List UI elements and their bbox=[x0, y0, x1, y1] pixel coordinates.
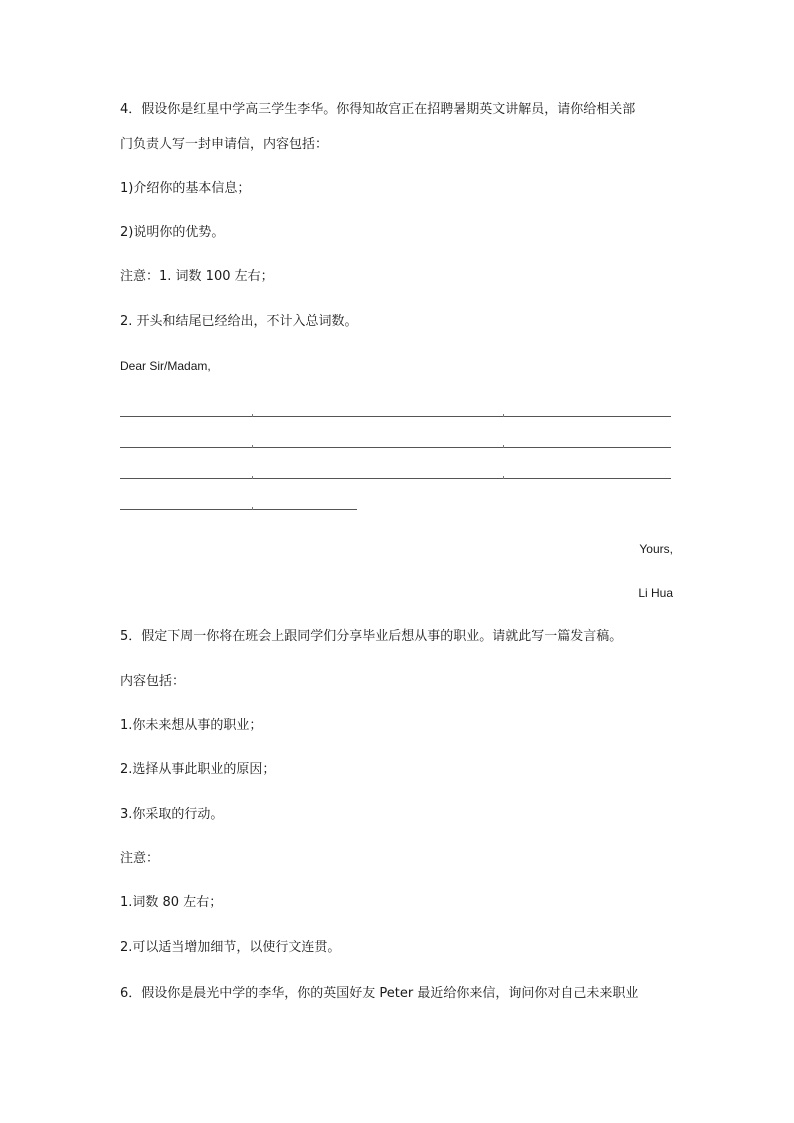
q5-note-1: 1.词数 80 左右； bbox=[120, 895, 223, 910]
q5-note-label: 注意： bbox=[120, 851, 160, 866]
writing-line-1 bbox=[120, 416, 671, 417]
q4-signature: Li Hua bbox=[638, 586, 673, 600]
q4-note-2: 2. 开头和结尾已经给出，不计入总词数。 bbox=[120, 314, 358, 329]
writing-line-tick bbox=[252, 445, 253, 448]
writing-line-tick bbox=[503, 414, 504, 417]
writing-line-tick bbox=[503, 445, 504, 448]
q4-note-1: 注意：1. 词数 100 左右； bbox=[120, 269, 274, 284]
q5-prompt: 5．假定下周一你将在班会上跟同学们分享毕业后想从事的职业。请就此写一篇发言稿。 bbox=[120, 629, 623, 644]
writing-line-tick bbox=[252, 507, 253, 510]
q4-closing: Yours, bbox=[639, 542, 673, 556]
q4-point-2: 2)说明你的优势。 bbox=[120, 225, 225, 240]
q5-point-1: 1.你未来想从事的职业； bbox=[120, 718, 263, 733]
q5-point-3: 3.你采取的行动。 bbox=[120, 807, 224, 822]
writing-line-3 bbox=[120, 478, 671, 479]
q5-note-2: 2.可以适当增加细节，以使行文连贯。 bbox=[120, 940, 341, 955]
writing-line-tick bbox=[252, 414, 253, 417]
writing-line-2 bbox=[120, 447, 671, 448]
q4-prompt-line1: 4．假设你是红星中学高三学生李华。你得知故宫正在招聘暑期英文讲解员，请你给相关部 bbox=[120, 102, 636, 117]
q5-point-2: 2.选择从事此职业的原因； bbox=[120, 762, 276, 777]
q4-prompt-line2: 门负责人写一封申请信，内容包括： bbox=[120, 137, 329, 152]
writing-line-tick bbox=[503, 476, 504, 479]
q4-point-1: 1)介绍你的基本信息； bbox=[120, 181, 251, 196]
q5-content-label: 内容包括： bbox=[120, 674, 186, 689]
writing-line-tick bbox=[252, 476, 253, 479]
writing-line-4 bbox=[120, 509, 357, 510]
q4-salutation: Dear Sir/Madam, bbox=[120, 359, 211, 373]
q6-prompt-line1: 6．假设你是晨光中学的李华，你的英国好友 Peter 最近给你来信，询问你对自己未来职业 bbox=[120, 986, 639, 1001]
